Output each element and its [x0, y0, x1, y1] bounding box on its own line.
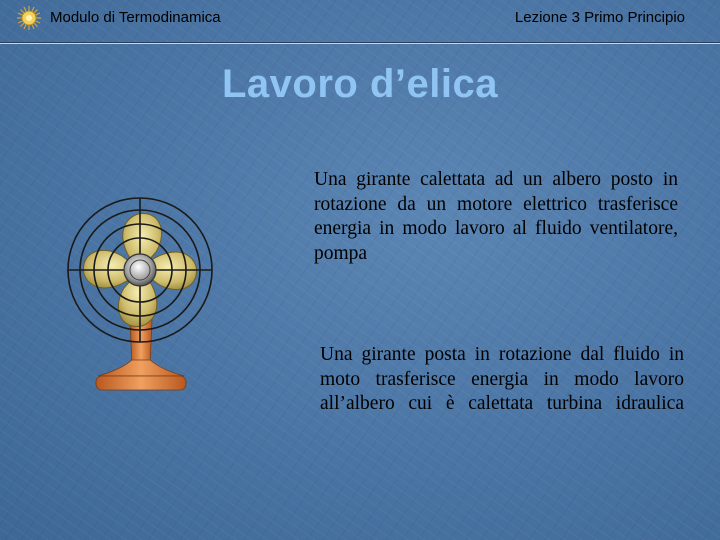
electric-fan-icon: [60, 192, 220, 398]
lesson-title: Lezione 3 Primo Principio: [514, 9, 685, 26]
slide-title: Lavoro d’elica: [222, 62, 498, 106]
header-divider: [0, 42, 720, 44]
paragraph-turbine: Una girante posta in rotazione dal fluido in moto trasferisce energia in modo lavoro all’albero cui è calettata turbina idraulica: [320, 344, 684, 414]
paragraph-fan-pump: Una girante calettata ad un albero posto in rotazione da un motore elettrico trasferisce energia in modo lavoro al fluido ventilatore, pompa: [314, 169, 678, 264]
sun-logo-icon: [16, 5, 42, 31]
course-title: Modulo di Termodinamica: [50, 9, 221, 26]
